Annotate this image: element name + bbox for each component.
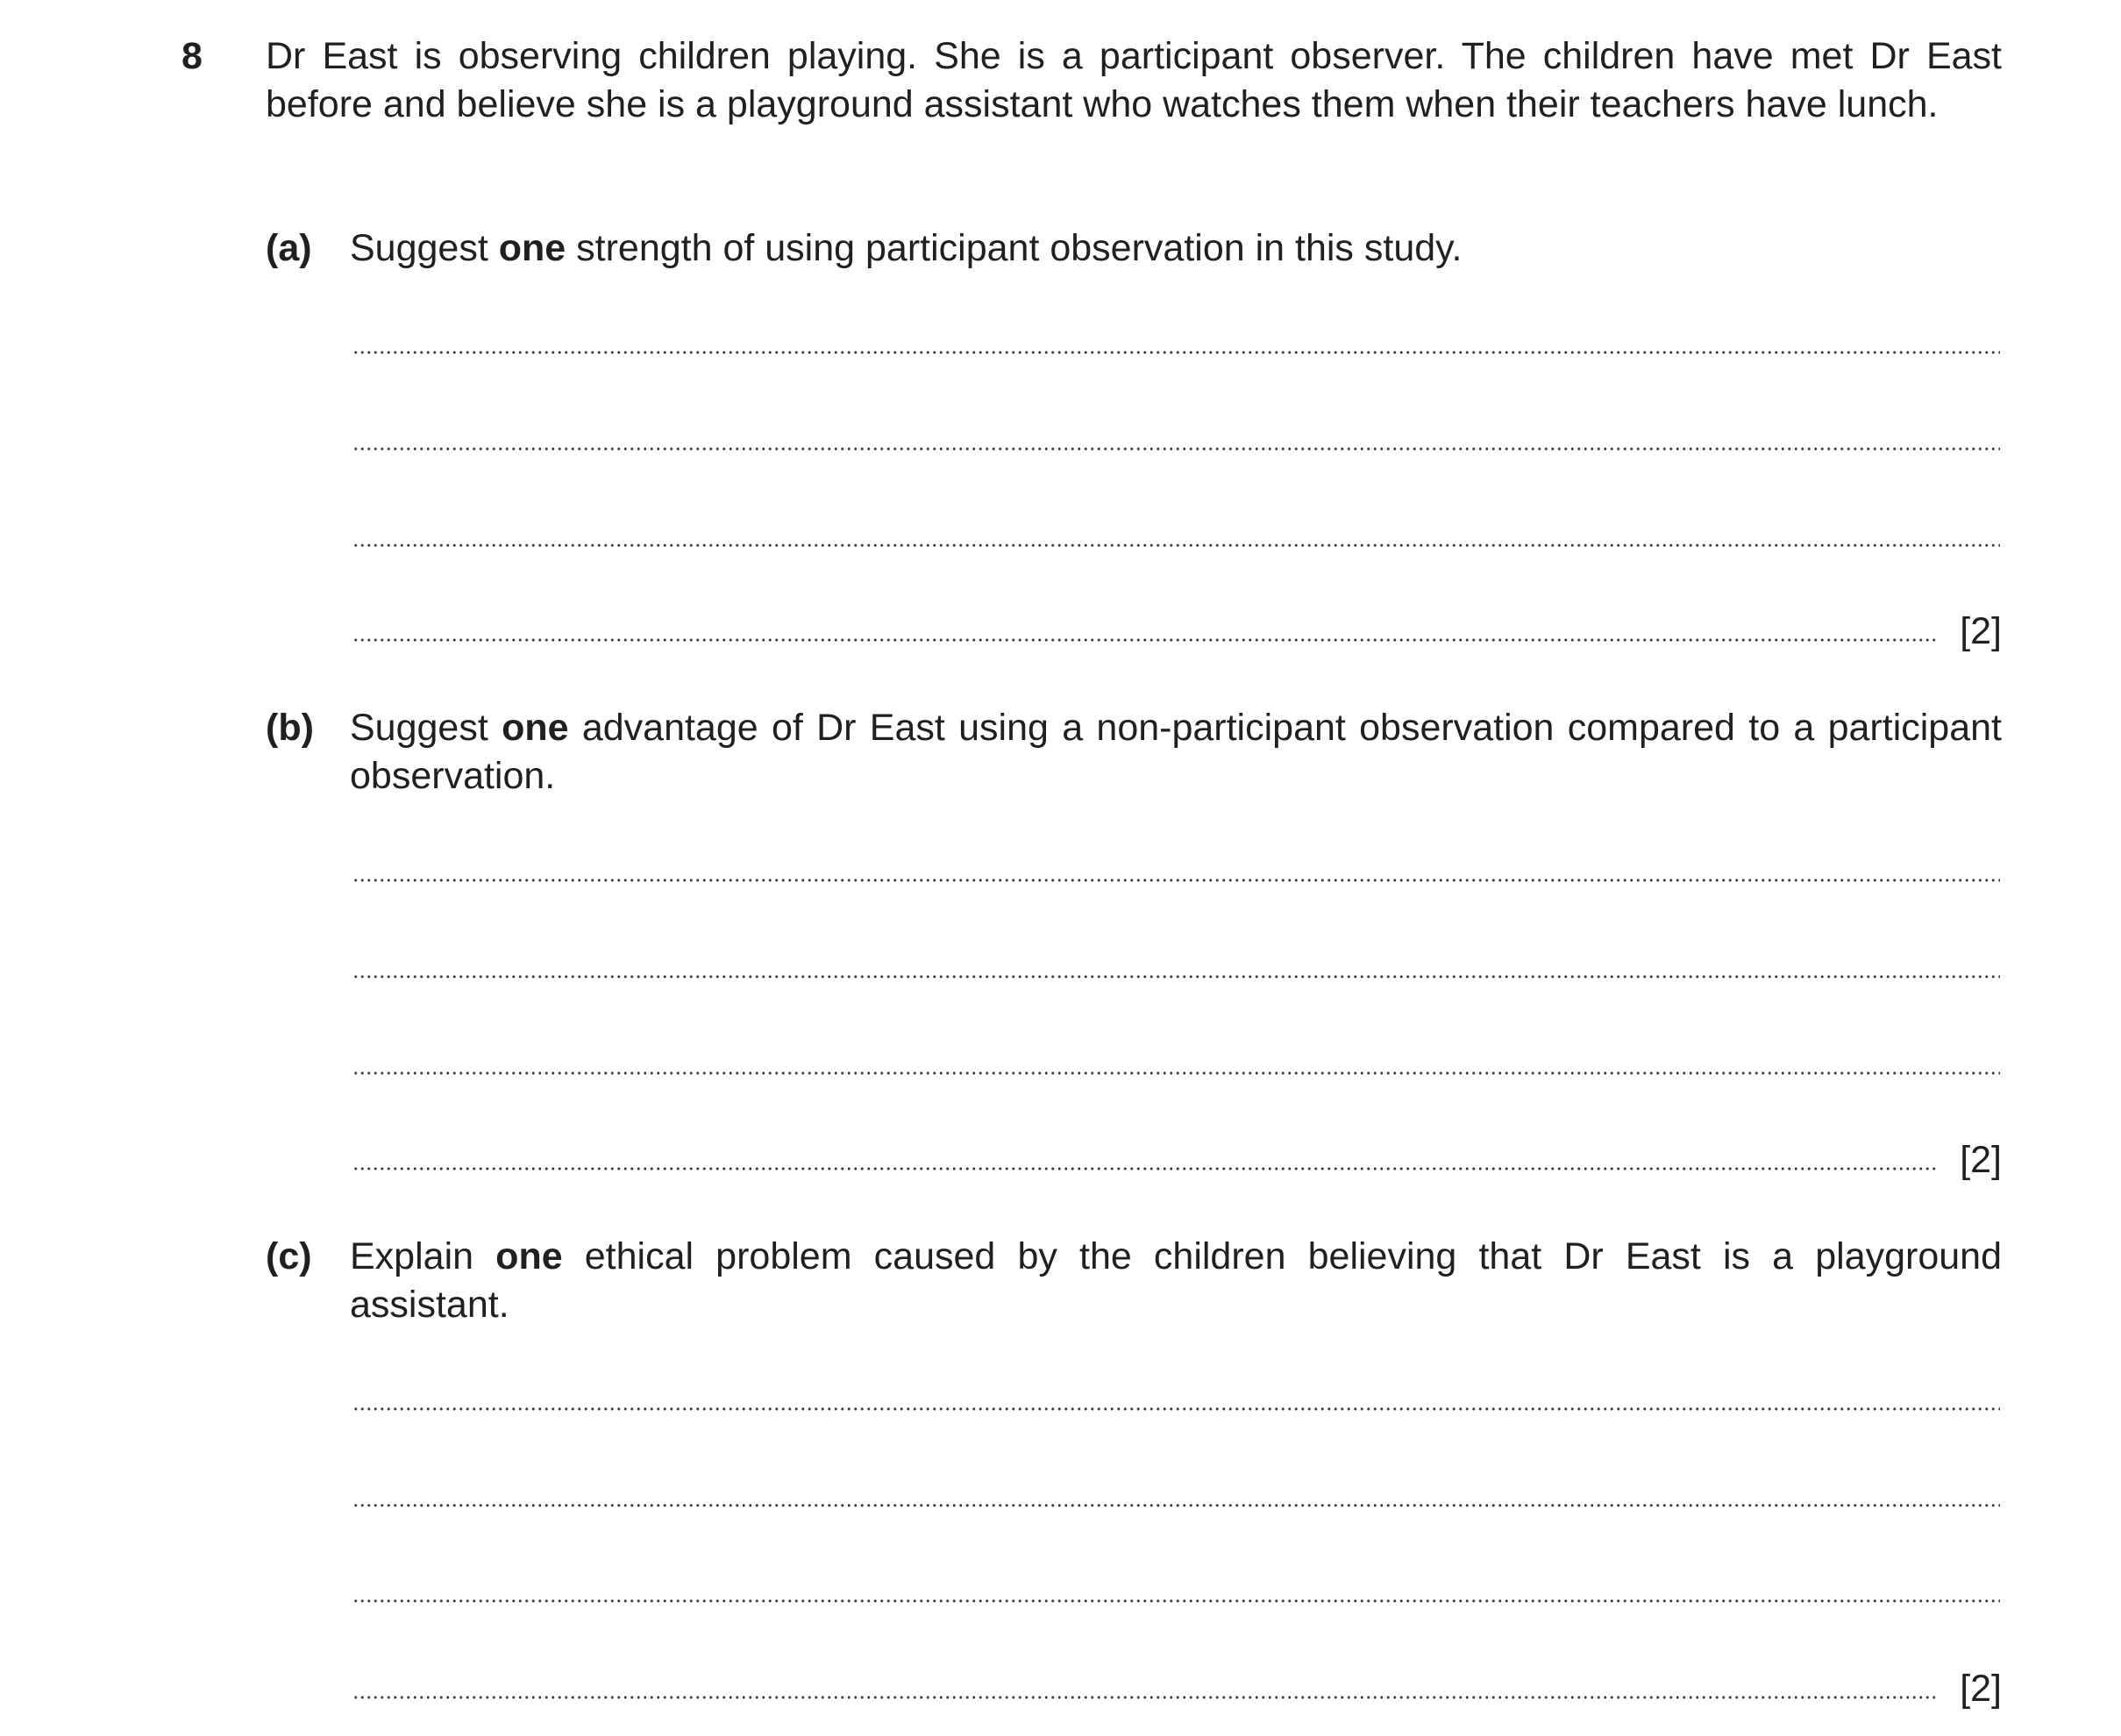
part-c-marks: [2] (1960, 1668, 2002, 1710)
part-c-answer-line-3[interactable] (352, 1599, 2000, 1603)
part-a-prompt: Suggest one strength of using participant observation in this study. (350, 227, 1463, 269)
part-a-label: (a) (266, 227, 312, 269)
part-c-answer-line-2[interactable] (352, 1504, 2000, 1507)
part-c-emphasis: one (495, 1235, 563, 1277)
part-a-marks: [2] (1960, 610, 2002, 652)
part-c-answer-line-1[interactable] (352, 1407, 2000, 1411)
part-b-answer-line-4[interactable] (352, 1167, 1936, 1170)
question-stem: Dr East is observing children playing. She is a participant observer. The children have met Dr East before and believe she is a playground assistant who watches them when their teachers have lunch. (266, 35, 2002, 125)
question-number: 8 (181, 35, 203, 77)
part-c-prompt: Explain one ethical problem caused by the children believing that Dr East is a playground assistant. (350, 1235, 2003, 1326)
part-a-emphasis: one (498, 227, 566, 269)
part-a-answer-line-3[interactable] (352, 544, 2000, 547)
part-b-answer-line-2[interactable] (352, 975, 2000, 978)
part-c-answer-line-4[interactable] (352, 1696, 1936, 1699)
part-b-marks: [2] (1960, 1139, 2002, 1181)
part-c-label: (c) (266, 1235, 312, 1277)
part-b-answer-line-1[interactable] (352, 879, 2000, 882)
part-a-answer-line-4[interactable] (352, 638, 1936, 642)
part-b-emphasis: one (502, 707, 569, 749)
part-b-label: (b) (266, 707, 314, 749)
part-b-prompt: Suggest one advantage of Dr East using a non-participant observation compared to a participant observation. (350, 707, 2002, 797)
part-b-answer-line-3[interactable] (352, 1071, 2000, 1075)
part-a-answer-line-2[interactable] (352, 447, 2000, 451)
part-a-answer-line-1[interactable] (352, 351, 2000, 354)
